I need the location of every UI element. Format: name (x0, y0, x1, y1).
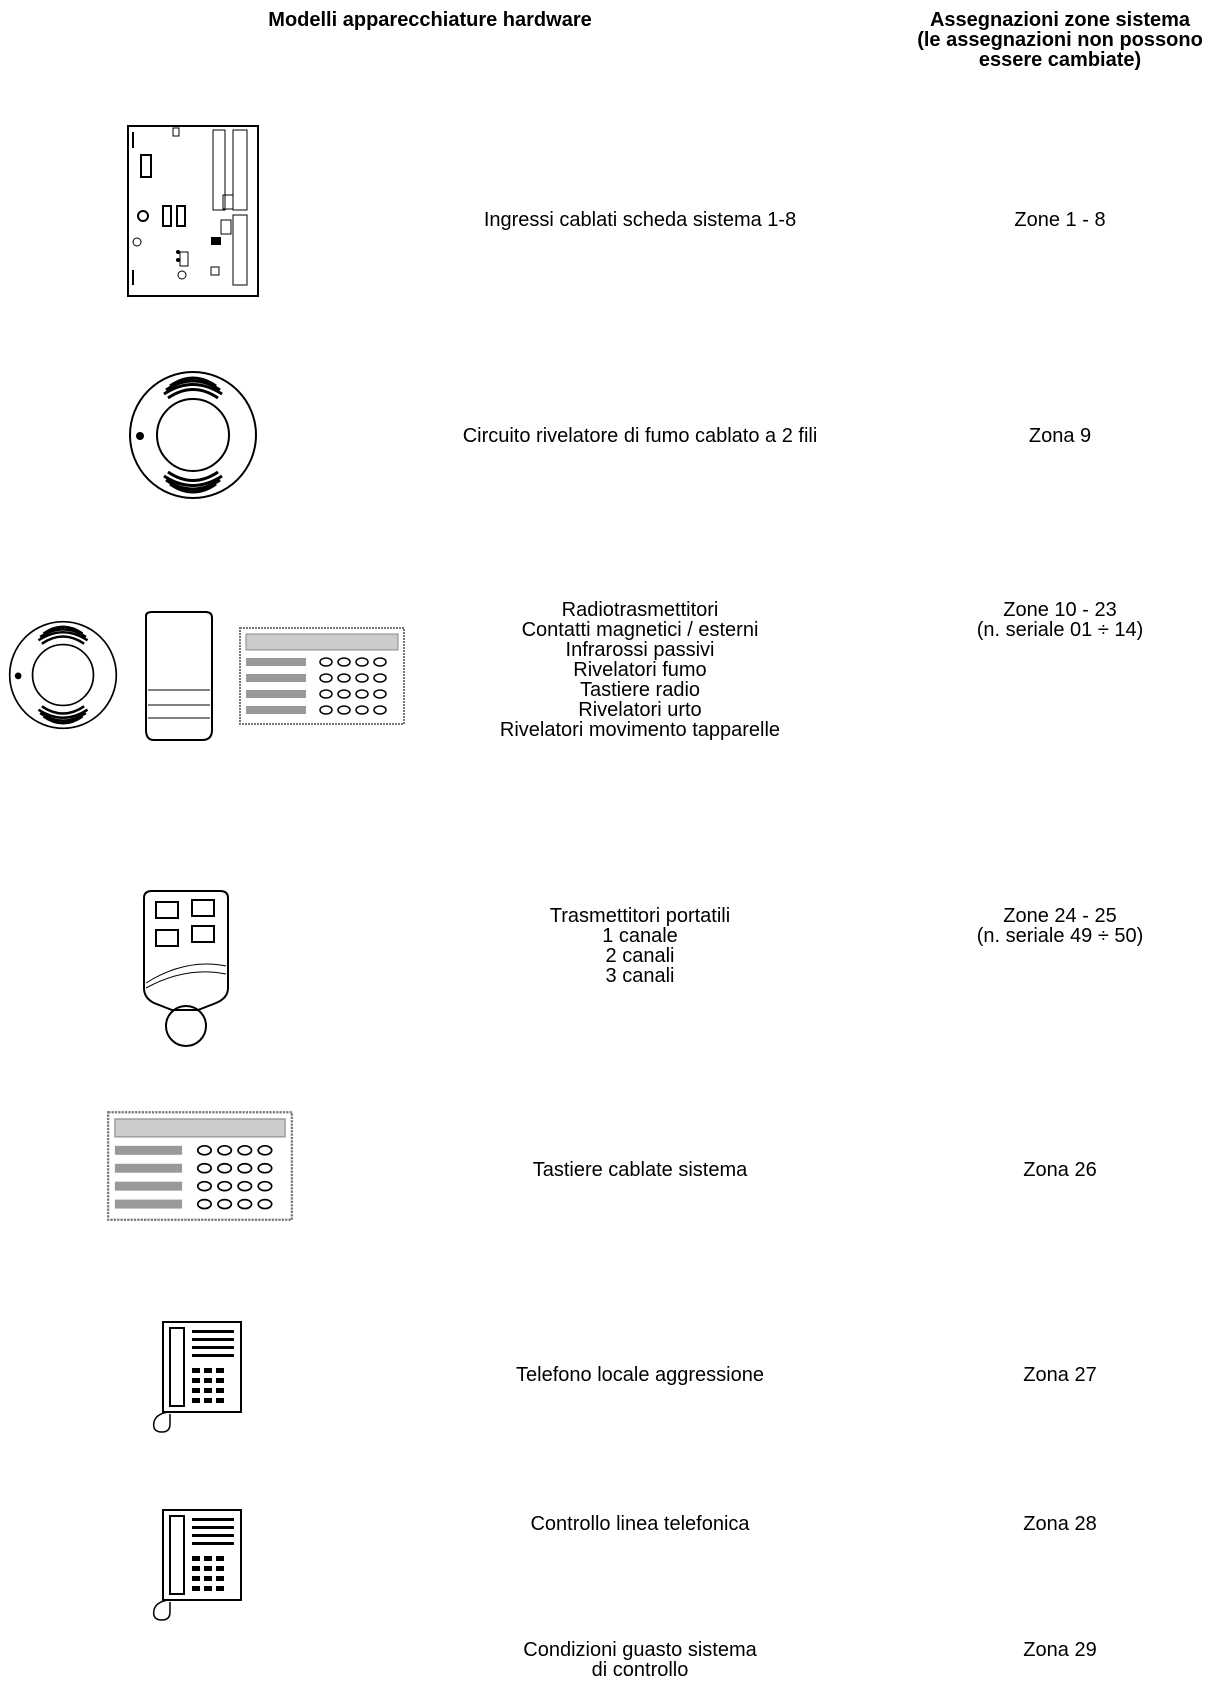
row-2-zone (930, 426, 1190, 446)
description-line: Rivelatori urto (578, 699, 702, 721)
description-line: Tastiere radio (579, 679, 701, 701)
description-line: di controllo (591, 1659, 689, 1681)
hardware-column-header: Modelli apparecchiature hardware (268, 9, 592, 31)
keypad-icon (105, 1110, 295, 1222)
telephone-icon (148, 1318, 248, 1438)
description-line: Rivelatori fumo (573, 659, 707, 681)
zone-line: (n. seriale 49 ÷ 50) (976, 925, 1144, 947)
row-8-description (430, 1640, 850, 1680)
description-line: Rivelatori movimento tapparelle (499, 719, 781, 741)
row-2-description (430, 426, 850, 446)
zones-header-line-1: Assegnazioni zone sistema (929, 9, 1191, 31)
description-line: Contatti magnetici / esterni (521, 619, 759, 641)
row-3-zone (930, 600, 1190, 640)
smoke-detector-icon (8, 620, 118, 730)
row-5-zone (930, 1160, 1190, 1180)
remote-fob-icon (136, 888, 236, 1048)
description-line: Condizioni guasto sistema (523, 1639, 757, 1661)
pir-sensor-icon (140, 610, 220, 745)
description-line: Telefono locale aggressione (516, 1364, 764, 1386)
zone-line: Zona 28 (1023, 1513, 1097, 1535)
row-8-zone (930, 1640, 1190, 1660)
description-line: 3 canali (605, 965, 675, 987)
zone-line: Zona 9 (1028, 425, 1092, 447)
description-line: Circuito rivelatore di fumo cablato a 2 fili (462, 425, 818, 447)
zone-line: Zone 1 - 8 (1014, 209, 1106, 231)
description-line: Radiotrasmettitori (561, 599, 719, 621)
zones-header-line-3: essere cambiate) (978, 49, 1142, 71)
description-line: 1 canale (602, 925, 678, 947)
zone-line: Zone 10 - 23 (1003, 599, 1117, 621)
row-1-description (430, 210, 850, 230)
zone-line: Zona 27 (1023, 1364, 1097, 1386)
zone-line: Zona 29 (1023, 1639, 1097, 1661)
row-7-description (430, 1514, 850, 1534)
description-line: Tastiere cablate sistema (532, 1159, 748, 1181)
description-line: Controllo linea telefonica (530, 1513, 750, 1535)
zone-line: Zone 24 - 25 (1003, 905, 1117, 927)
row-1-zone (930, 210, 1190, 230)
row-4-description (430, 906, 850, 986)
description-line: 2 canali (605, 945, 675, 967)
row-4-zone (930, 906, 1190, 946)
row-6-zone (930, 1365, 1190, 1385)
row-6-description (430, 1365, 850, 1385)
row-5-description (430, 1160, 850, 1180)
description-line: Infrarossi passivi (565, 639, 715, 661)
description-line: Ingressi cablati scheda sistema 1-8 (483, 209, 797, 231)
smoke-detector-icon (128, 370, 258, 500)
row-7-zone (930, 1514, 1190, 1534)
description-line: Trasmettitori portatili (549, 905, 731, 927)
telephone-icon (148, 1506, 248, 1626)
row-3-description (430, 600, 850, 740)
zones-header-line-2: (le assegnazioni non possono (917, 29, 1203, 51)
zone-line: Zona 26 (1023, 1159, 1097, 1181)
circuit-board-icon (125, 120, 265, 300)
zone-line: (n. seriale 01 ÷ 14) (976, 619, 1144, 641)
keypad-icon (238, 626, 406, 726)
zones-column-header (900, 10, 1219, 70)
